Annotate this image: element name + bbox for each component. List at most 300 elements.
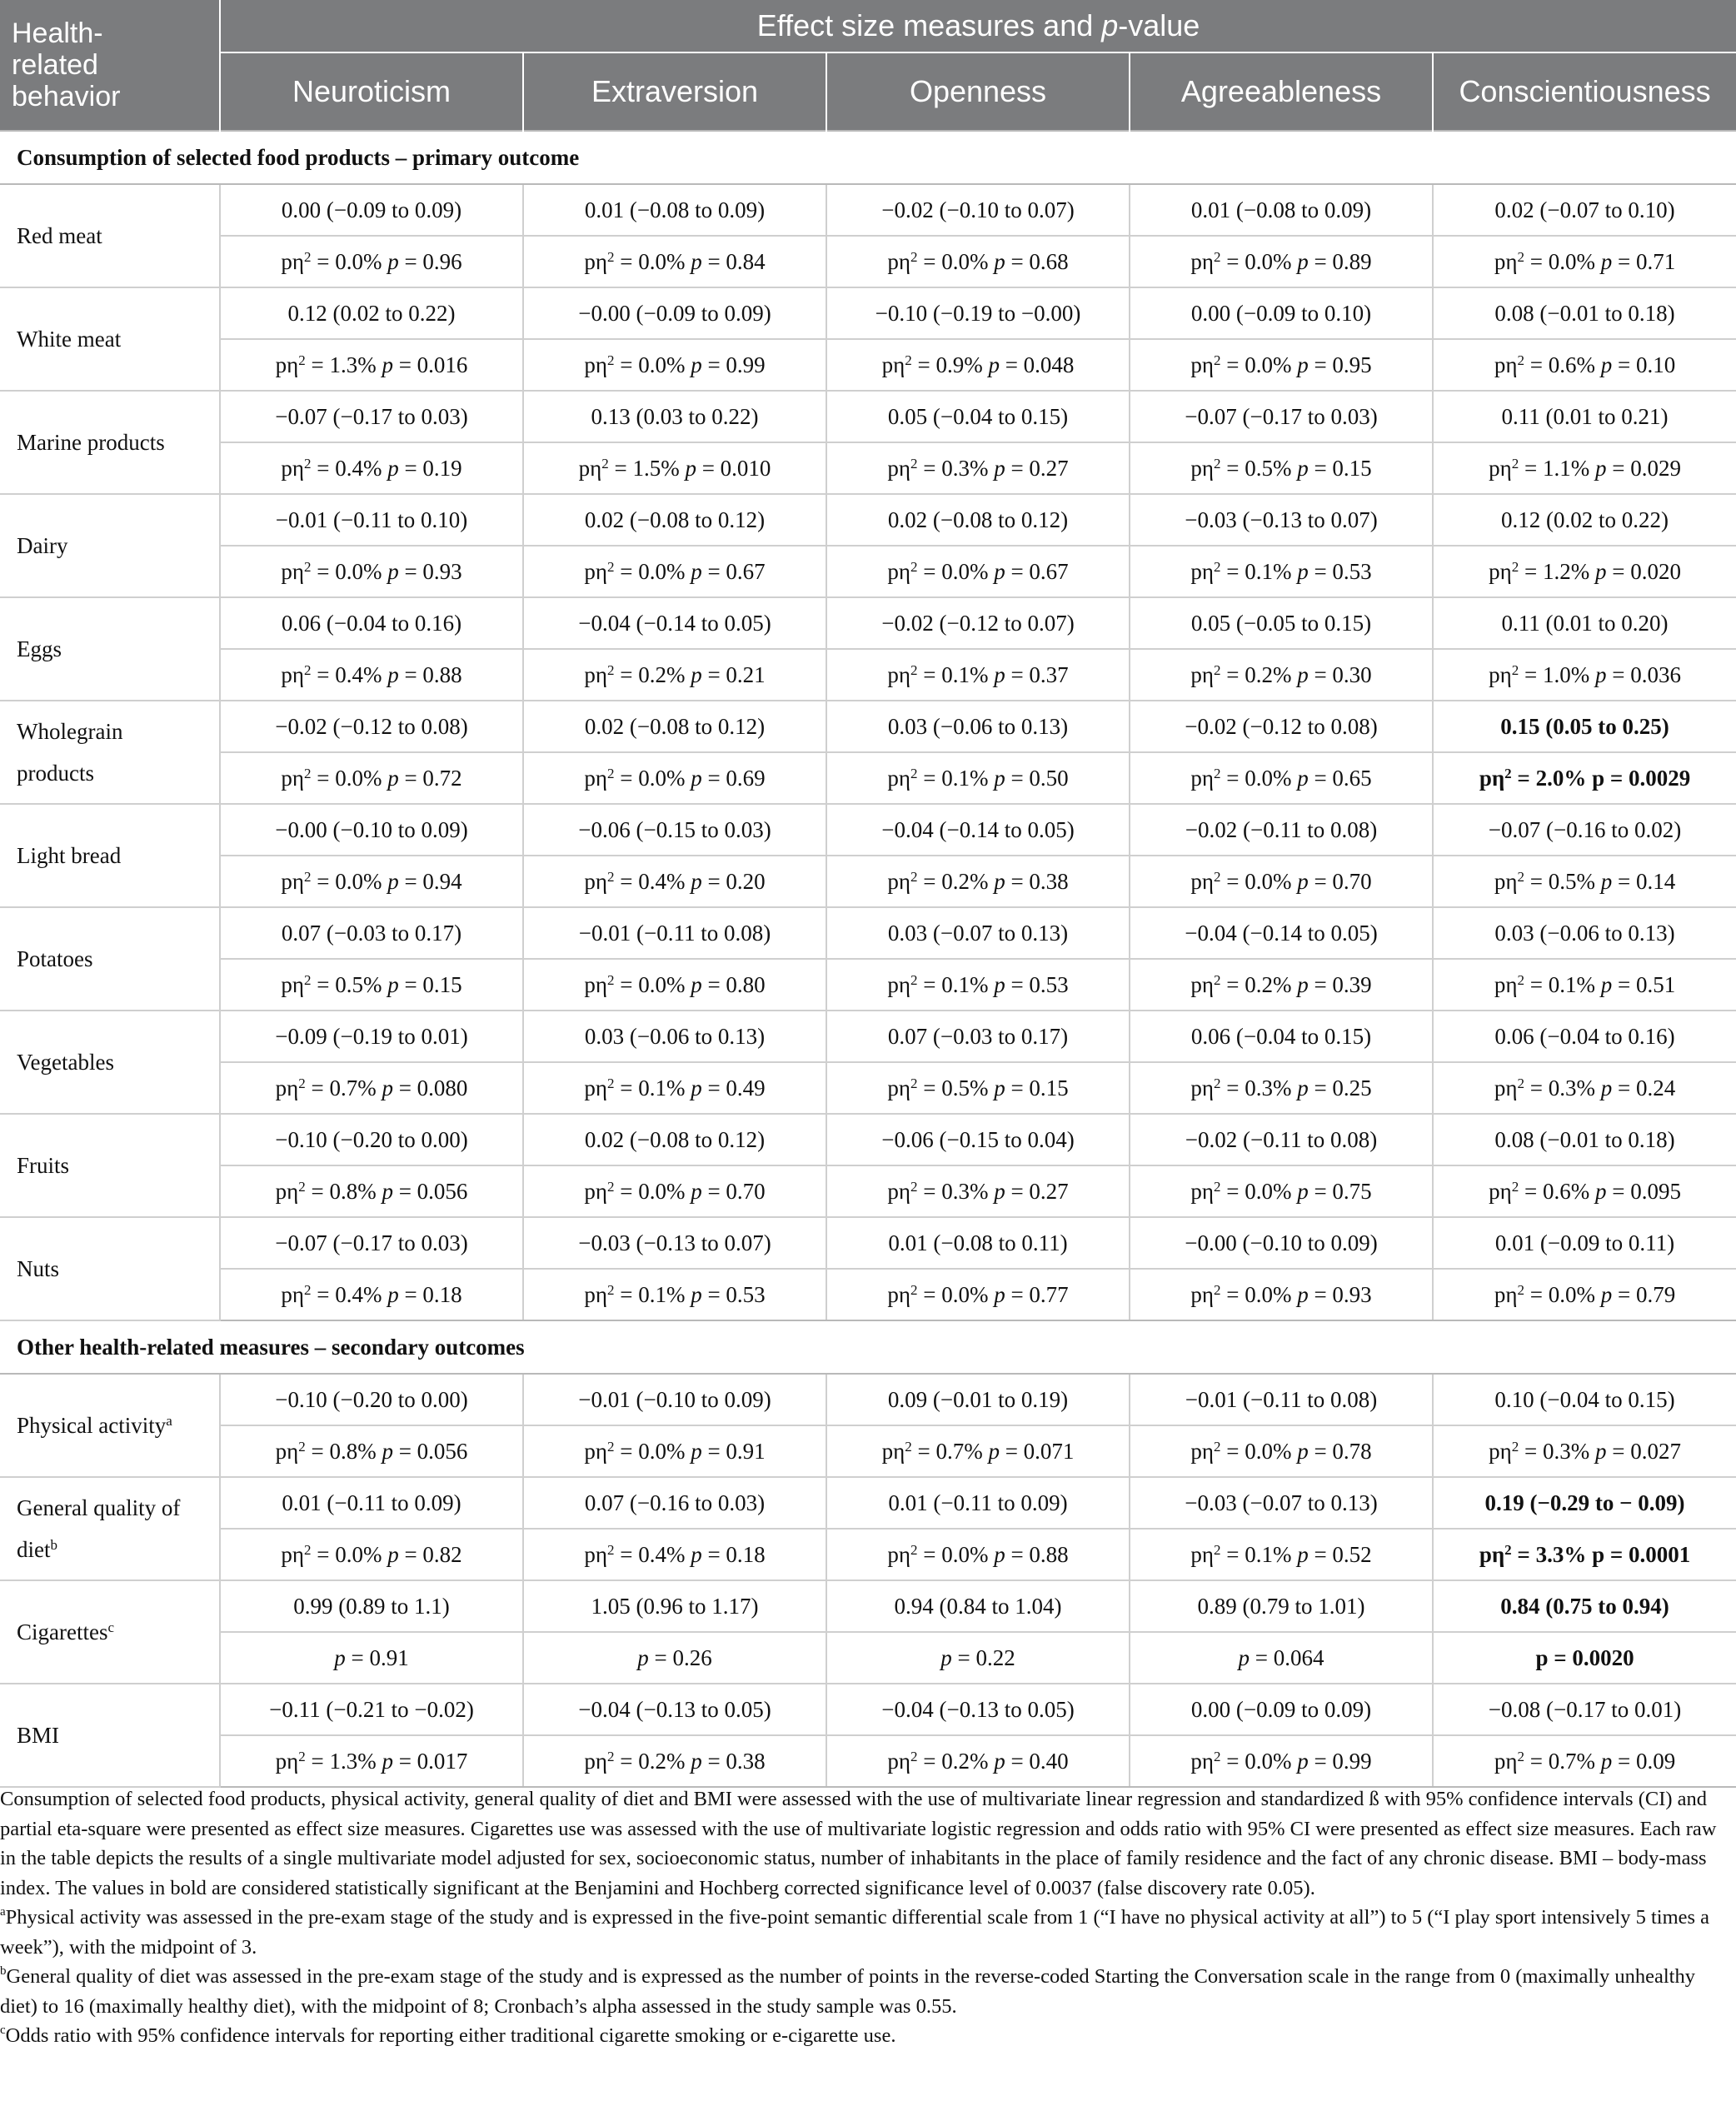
stats-cell: $p\eta^2 = 0.0\%$ p = 0.80 <box>523 959 826 1011</box>
table-row-estimate <box>0 1477 1736 1529</box>
stats-cell: $p\eta^2 = 0.0\%$ p = 0.67 <box>523 546 826 597</box>
p-value: 0.99 <box>1332 1748 1372 1774</box>
stats-cell: $p\eta^2 = 0.0\%$ p = 0.68 <box>826 236 1130 287</box>
behavior-label-text: Red meat <box>17 223 102 248</box>
p-value: 0.0029 <box>1628 765 1691 791</box>
p-value: 0.72 <box>422 765 462 791</box>
stats-cell: $p\eta^2 = 1.0\%$ p = 0.036 <box>1433 649 1736 701</box>
footnote-marker: a <box>166 1413 172 1429</box>
estimate-cell: 0.00 (−0.09 to 0.09) <box>220 184 523 236</box>
p-value: 0.77 <box>1029 1281 1069 1307</box>
stats-cell: $p\eta^2 = 0.0\%$ p = 0.82 <box>220 1529 523 1580</box>
eta-value: 0.0% <box>1245 1178 1292 1204</box>
stats-cell: $p\eta^2 = 1.5\%$ p = 0.010 <box>523 442 826 494</box>
behavior-label <box>0 1011 220 1114</box>
estimate-cell: 1.05 (0.96 to 1.17) <box>523 1580 826 1632</box>
p-value: 0.91 <box>726 1438 766 1464</box>
estimate-cell: 0.03 (−0.06 to 0.13) <box>523 1011 826 1062</box>
stats-cell: $p\eta^2 = 0.5\%$ p = 0.14 <box>1433 856 1736 907</box>
eta-value: 0.3% <box>1542 1438 1590 1464</box>
stats-cell: $p\eta^2 = 0.9\%$ p = 0.048 <box>826 339 1130 391</box>
p-value: 0.064 <box>1273 1644 1324 1670</box>
table-row-estimate <box>0 907 1736 959</box>
table-row-estimate <box>0 1011 1736 1062</box>
eta-value: 0.0% <box>638 971 686 997</box>
stats-cell: $p\eta^2 = 0.1\%$ p = 0.53 <box>826 959 1130 1011</box>
behavior-header-line: related <box>12 49 98 81</box>
stats-cell: $p\eta^2 = 0.2\%$ p = 0.21 <box>523 649 826 701</box>
eta-value: 0.4% <box>638 868 686 894</box>
p-value: 0.056 <box>417 1438 468 1464</box>
p-value: 0.71 <box>1635 248 1676 274</box>
behavior-label <box>0 1114 220 1217</box>
p-value: 0.94 <box>422 868 462 894</box>
estimate-cell: −0.06 (−0.15 to 0.04) <box>826 1114 1130 1165</box>
eta-value: 0.0% <box>638 248 686 274</box>
behavior-label <box>0 287 220 391</box>
table-row-stats <box>0 1735 1736 1787</box>
stats-cell: $p\eta^2 = 0.4\%$ p = 0.19 <box>220 442 523 494</box>
behavior-label-text: Eggs <box>17 636 62 661</box>
stats-cell: $p\eta^2 = 1.3\%$ p = 0.016 <box>220 339 523 391</box>
table-row-estimate <box>0 1374 1736 1425</box>
p-value: 0.21 <box>726 661 766 687</box>
behavior-label <box>0 1217 220 1320</box>
estimate-cell: 0.08 (−0.01 to 0.18) <box>1433 1114 1736 1165</box>
estimate-cell: 0.89 (0.79 to 1.01) <box>1130 1580 1433 1632</box>
stats-cell: $p\eta^2 = 0.1\%$ p = 0.50 <box>826 752 1130 804</box>
eta-value: 0.2% <box>638 661 686 687</box>
eta-value: 0.1% <box>941 661 989 687</box>
behavior-label <box>0 494 220 597</box>
p-value: 0.18 <box>422 1281 462 1307</box>
p-value: 0.38 <box>726 1748 766 1774</box>
estimate-cell: 0.01 (−0.08 to 0.09) <box>523 184 826 236</box>
stats-cell: $p\eta^2 = 0.6\%$ p = 0.095 <box>1433 1165 1736 1217</box>
eta-value: 0.4% <box>335 1281 382 1307</box>
eta-value: 0.0% <box>1548 248 1595 274</box>
table-row-stats <box>0 1165 1736 1217</box>
eta-value: 0.6% <box>1548 352 1595 377</box>
estimate-cell: 0.02 (−0.08 to 0.12) <box>523 701 826 752</box>
stats-cell: $p\eta^2 = 0.7\%$ p = 0.071 <box>826 1425 1130 1477</box>
stats-cell: p = 0.91 <box>220 1632 523 1684</box>
estimate-cell: 0.01 (−0.09 to 0.11) <box>1433 1217 1736 1269</box>
eta-value: 0.4% <box>335 455 382 481</box>
p-value: 0.95 <box>1332 352 1372 377</box>
stats-cell: $p\eta^2 = 0.0\%$ p = 0.91 <box>523 1425 826 1477</box>
eta-value: 0.0% <box>638 352 686 377</box>
p-value: 0.99 <box>726 352 766 377</box>
stats-cell: $p\eta^2 = 0.4\%$ p = 0.18 <box>523 1529 826 1580</box>
estimate-cell: 0.07 (−0.03 to 0.17) <box>826 1011 1130 1062</box>
p-value: 0.020 <box>1630 558 1681 584</box>
eta-value: 0.9% <box>935 352 983 377</box>
eta-value: 0.4% <box>638 1541 686 1567</box>
estimate-cell: −0.11 (−0.21 to −0.02) <box>220 1684 523 1735</box>
eta-value: 0.0% <box>1245 868 1292 894</box>
stats-cell: $p\eta^2 = 3.3\%$ p = 0.0001 <box>1433 1529 1736 1580</box>
behavior-label <box>0 1374 220 1477</box>
eta-value: 0.4% <box>335 661 382 687</box>
stats-cell: $p\eta^2 = 0.5\%$ p = 0.15 <box>1130 442 1433 494</box>
behavior-label <box>0 1580 220 1684</box>
stats-cell: $p\eta^2 = 0.2\%$ p = 0.38 <box>523 1735 826 1787</box>
footnote-a: $^a$Physical activity was assessed in the pre-exam stage of the study and is expressed in the five-point semantic differential scale from 1 (“I have no physical activity at all”) to 5 (“I play sport intensively 5 times a week”), with the midpoint of 3. <box>0 1905 1710 1959</box>
section-header-row <box>0 131 1736 184</box>
estimate-cell: −0.07 (−0.16 to 0.02) <box>1433 804 1736 856</box>
p-value: 0.048 <box>1023 352 1075 377</box>
behavior-label <box>0 1477 220 1580</box>
eta-value: 1.1% <box>1542 455 1590 481</box>
estimate-cell: −0.10 (−0.19 to −0.00) <box>826 287 1130 339</box>
eta-value: 0.3% <box>941 1178 989 1204</box>
stats-cell: $p\eta^2 = 0.0\%$ p = 0.94 <box>220 856 523 907</box>
stats-cell: $p\eta^2 = 0.1\%$ p = 0.51 <box>1433 959 1736 1011</box>
estimate-cell: −0.10 (−0.20 to 0.00) <box>220 1114 523 1165</box>
eta-value: 0.0% <box>1245 1748 1292 1774</box>
table-row-stats <box>0 1425 1736 1477</box>
p-value: 0.017 <box>417 1748 468 1774</box>
stats-cell: $p\eta^2 = 0.0\%$ p = 0.93 <box>220 546 523 597</box>
stats-cell: $p\eta^2 = 0.0\%$ p = 0.84 <box>523 236 826 287</box>
stats-cell: $p\eta^2 = 0.4\%$ p = 0.18 <box>220 1269 523 1320</box>
behavior-label-text: Physical activity <box>17 1413 167 1438</box>
eta-value: 0.1% <box>941 765 989 791</box>
eta-value: 0.3% <box>941 455 989 481</box>
eta-value: 0.2% <box>1245 661 1292 687</box>
stats-cell: $p\eta^2 = 0.0\%$ p = 0.72 <box>220 752 523 804</box>
eta-value: 1.3% <box>329 352 377 377</box>
eta-value: 0.0% <box>335 248 382 274</box>
eta-value: 0.0% <box>941 558 989 584</box>
estimate-cell: −0.07 (−0.17 to 0.03) <box>1130 391 1433 442</box>
p-value: 0.67 <box>1029 558 1069 584</box>
table-row-estimate <box>0 1684 1736 1735</box>
stats-cell: $p\eta^2 = 1.2\%$ p = 0.020 <box>1433 546 1736 597</box>
behavior-header-line: Health- <box>12 17 103 49</box>
estimate-cell: −0.07 (−0.17 to 0.03) <box>220 391 523 442</box>
stats-cell: p = 0.064 <box>1130 1632 1433 1684</box>
eta-value: 0.5% <box>335 971 382 997</box>
stats-cell: $p\eta^2 = 0.0\%$ p = 0.67 <box>826 546 1130 597</box>
estimate-cell: 0.11 (0.01 to 0.20) <box>1433 597 1736 649</box>
estimate-cell: 0.07 (−0.16 to 0.03) <box>523 1477 826 1529</box>
eta-value: 0.0% <box>335 765 382 791</box>
behavior-label-text: Cigarettes <box>17 1619 108 1644</box>
p-value: 0.50 <box>1029 765 1069 791</box>
behavior-label-text: Marine products <box>17 430 165 455</box>
estimate-cell: 0.00 (−0.09 to 0.10) <box>1130 287 1433 339</box>
p-value: 0.52 <box>1332 1541 1372 1567</box>
p-value: 0.79 <box>1635 1281 1676 1307</box>
behavior-label <box>0 907 220 1011</box>
p-value: 0.82 <box>422 1541 462 1567</box>
estimate-cell: −0.00 (−0.09 to 0.09) <box>523 287 826 339</box>
behavior-label-text: diet <box>17 1537 51 1562</box>
stats-cell: $p\eta^2 = 0.3\%$ p = 0.027 <box>1433 1425 1736 1477</box>
p-value: 0.15 <box>422 971 462 997</box>
estimate-cell: 0.13 (0.03 to 0.22) <box>523 391 826 442</box>
stats-cell: $p\eta^2 = 1.1\%$ p = 0.029 <box>1433 442 1736 494</box>
behavior-label-text: products <box>17 761 94 786</box>
stats-cell: $p\eta^2 = 0.0\%$ p = 0.89 <box>1130 236 1433 287</box>
stats-cell: p = 0.26 <box>523 1632 826 1684</box>
behavior-label <box>0 701 220 804</box>
p-value: 0.93 <box>422 558 462 584</box>
eta-value: 0.8% <box>329 1438 377 1464</box>
table-row-stats <box>0 1269 1736 1320</box>
estimate-cell: −0.04 (−0.14 to 0.05) <box>826 804 1130 856</box>
behavior-label-text: Fruits <box>17 1153 70 1178</box>
stats-cell: $p\eta^2 = 2.0\%$ p = 0.0029 <box>1433 752 1736 804</box>
p-value: 0.78 <box>1332 1438 1372 1464</box>
estimate-cell: 0.01 (−0.11 to 0.09) <box>826 1477 1130 1529</box>
eta-value: 0.2% <box>941 868 989 894</box>
table-row-estimate <box>0 184 1736 236</box>
eta-value: 0.0% <box>1245 765 1292 791</box>
stats-cell: $p\eta^2 = 0.7\%$ p = 0.080 <box>220 1062 523 1114</box>
section-title: Other health-related measures – secondary outcomes <box>0 1320 1736 1374</box>
eta-value: 0.0% <box>638 558 686 584</box>
p-value: 0.37 <box>1029 661 1069 687</box>
p-value: 0.89 <box>1332 248 1372 274</box>
table-row-stats <box>0 752 1736 804</box>
estimate-cell: −0.01 (−0.11 to 0.08) <box>1130 1374 1433 1425</box>
stats-cell: $p\eta^2 = 0.1\%$ p = 0.53 <box>523 1269 826 1320</box>
header-row-traits <box>0 52 1736 131</box>
p-value: 0.39 <box>1332 971 1372 997</box>
behavior-label-text: BMI <box>17 1723 60 1748</box>
stats-cell: $p\eta^2 = 0.0\%$ p = 0.75 <box>1130 1165 1433 1217</box>
p-value: 0.51 <box>1635 971 1676 997</box>
p-value: 0.53 <box>726 1281 766 1307</box>
table-row-estimate <box>0 597 1736 649</box>
stats-cell: $p\eta^2 = 0.0\%$ p = 0.79 <box>1433 1269 1736 1320</box>
eta-value: 1.3% <box>329 1748 377 1774</box>
table-row-stats <box>0 649 1736 701</box>
p-value: 0.036 <box>1630 661 1681 687</box>
footnote-c: $^c$Odds ratio with 95% confidence intervals for reporting either traditional cigarette smoking or e-cigarette use. <box>0 2024 896 2047</box>
eta-value: 0.1% <box>638 1075 686 1100</box>
eta-value: 0.0% <box>638 1178 686 1204</box>
estimate-cell: 0.99 (0.89 to 1.1) <box>220 1580 523 1632</box>
estimate-cell: −0.02 (−0.12 to 0.08) <box>1130 701 1433 752</box>
p-value: 0.38 <box>1029 868 1069 894</box>
p-value: 0.09 <box>1635 1748 1676 1774</box>
eta-value: 0.1% <box>1548 971 1595 997</box>
p-value: 0.0001 <box>1628 1541 1691 1567</box>
eta-value: 0.6% <box>1542 1178 1590 1204</box>
p-value: 0.53 <box>1332 558 1372 584</box>
estimate-cell: 0.06 (−0.04 to 0.16) <box>1433 1011 1736 1062</box>
stats-cell: $p\eta^2 = 0.3\%$ p = 0.25 <box>1130 1062 1433 1114</box>
p-value: 0.84 <box>726 248 766 274</box>
p-value: 0.25 <box>1332 1075 1372 1100</box>
stats-cell: $p\eta^2 = 0.0\%$ p = 0.69 <box>523 752 826 804</box>
behavior-column-header <box>0 0 220 131</box>
stats-cell: $p\eta^2 = 0.8\%$ p = 0.056 <box>220 1425 523 1477</box>
p-value: 0.49 <box>726 1075 766 1100</box>
estimate-cell: 0.06 (−0.04 to 0.15) <box>1130 1011 1433 1062</box>
table-row-estimate <box>0 287 1736 339</box>
table-row-estimate <box>0 494 1736 546</box>
p-value: 0.88 <box>1029 1541 1069 1567</box>
stats-cell: $p\eta^2 = 0.1\%$ p = 0.37 <box>826 649 1130 701</box>
table-row-estimate <box>0 1114 1736 1165</box>
p-value: 0.095 <box>1630 1178 1681 1204</box>
eta-value: 0.0% <box>941 1281 989 1307</box>
eta-value: 0.1% <box>1245 1541 1292 1567</box>
eta-value: 0.1% <box>638 1281 686 1307</box>
stats-cell: $p\eta^2 = 0.2\%$ p = 0.40 <box>826 1735 1130 1787</box>
table-row-estimate <box>0 804 1736 856</box>
estimate-cell: 0.15 (0.05 to 0.25) <box>1433 701 1736 752</box>
estimate-cell: 0.05 (−0.05 to 0.15) <box>1130 597 1433 649</box>
eta-value: 0.0% <box>1245 248 1292 274</box>
p-value: 0.15 <box>1332 455 1372 481</box>
behavior-label <box>0 1684 220 1787</box>
p-value: 0.40 <box>1029 1748 1069 1774</box>
estimate-cell: −0.00 (−0.10 to 0.09) <box>1130 1217 1433 1269</box>
stats-cell: $p\eta^2 = 0.4\%$ p = 0.88 <box>220 649 523 701</box>
behavior-label-text: Dairy <box>17 533 68 558</box>
eta-value: 3.3% <box>1535 1541 1587 1567</box>
behavior-label <box>0 804 220 907</box>
estimate-cell: 0.02 (−0.08 to 0.12) <box>826 494 1130 546</box>
stats-cell: $p\eta^2 = 0.0\%$ p = 0.99 <box>1130 1735 1433 1787</box>
footnote-marker: b <box>50 1537 57 1553</box>
p-value: 0.30 <box>1332 661 1372 687</box>
eta-value: 0.2% <box>1245 971 1292 997</box>
estimate-cell: 0.00 (−0.09 to 0.09) <box>1130 1684 1433 1735</box>
stats-cell: $p\eta^2 = 0.0\%$ p = 0.71 <box>1433 236 1736 287</box>
estimate-cell: −0.08 (−0.17 to 0.01) <box>1433 1684 1736 1735</box>
p-value: 0.93 <box>1332 1281 1372 1307</box>
estimate-cell: 0.01 (−0.11 to 0.09) <box>220 1477 523 1529</box>
eta-value: 2.0% <box>1535 765 1587 791</box>
p-value: 0.70 <box>726 1178 766 1204</box>
estimate-cell: −0.02 (−0.10 to 0.07) <box>826 184 1130 236</box>
eta-value: 0.7% <box>935 1438 983 1464</box>
stats-cell: $p\eta^2 = 0.5\%$ p = 0.15 <box>826 1062 1130 1114</box>
section-header-row <box>0 1320 1736 1374</box>
estimate-cell: 0.02 (−0.07 to 0.10) <box>1433 184 1736 236</box>
behavior-label-text: Wholegrain <box>17 719 123 744</box>
eta-value: 0.0% <box>941 248 989 274</box>
estimate-cell: 0.12 (0.02 to 0.22) <box>1433 494 1736 546</box>
table-row-stats <box>0 442 1736 494</box>
p-value: 0.056 <box>417 1178 468 1204</box>
table-row-estimate <box>0 1217 1736 1269</box>
effect-size-span-header: Effect size measures and p-value <box>220 0 1736 52</box>
estimate-cell: 0.19 (−0.29 to − 0.09) <box>1433 1477 1736 1529</box>
p-value: 0.029 <box>1630 455 1681 481</box>
stats-cell: p = 0.0020 <box>1433 1632 1736 1684</box>
header-row-top <box>0 0 1736 52</box>
estimate-cell: −0.07 (−0.17 to 0.03) <box>220 1217 523 1269</box>
p-value: 0.071 <box>1023 1438 1075 1464</box>
eta-value: 0.0% <box>1548 1281 1595 1307</box>
table-body <box>0 131 1736 1787</box>
eta-value: 0.1% <box>941 971 989 997</box>
footnote-b: $^b$General quality of diet was assessed in the pre-exam stage of the study and is expressed as the number of points in the reverse-coded Starting the Conversation scale in the range from 0 (maximally unhealthy diet) to 16 (maximally healthy diet), with the midpoint of 8; Cronbach’s alpha assessed in the study sample was 0.55. <box>0 1964 1695 2018</box>
p-value: 0.22 <box>975 1644 1015 1670</box>
eta-value: 0.0% <box>638 765 686 791</box>
behavior-label-text: White meat <box>17 327 122 352</box>
col-header-extraversion: Extraversion <box>523 52 826 131</box>
stats-cell: $p\eta^2 = 1.3\%$ p = 0.017 <box>220 1735 523 1787</box>
p-value: 0.14 <box>1635 868 1676 894</box>
behavior-label <box>0 391 220 494</box>
estimate-cell: 0.84 (0.75 to 0.94) <box>1433 1580 1736 1632</box>
estimate-cell: −0.01 (−0.11 to 0.10) <box>220 494 523 546</box>
p-value: 0.19 <box>422 455 462 481</box>
stats-cell: $p\eta^2 = 0.6\%$ p = 0.10 <box>1433 339 1736 391</box>
eta-value: 0.7% <box>1548 1748 1595 1774</box>
table-row-stats <box>0 546 1736 597</box>
eta-value: 0.3% <box>1245 1075 1292 1100</box>
p-value: 0.68 <box>1029 248 1069 274</box>
stats-cell: $p\eta^2 = 0.1\%$ p = 0.52 <box>1130 1529 1433 1580</box>
stats-cell: $p\eta^2 = 0.1\%$ p = 0.53 <box>1130 546 1433 597</box>
table-notes <box>0 1784 1724 2051</box>
estimate-cell: −0.04 (−0.13 to 0.05) <box>523 1684 826 1735</box>
stats-cell: p = 0.22 <box>826 1632 1130 1684</box>
p-value: 0.75 <box>1332 1178 1372 1204</box>
estimate-cell: −0.03 (−0.13 to 0.07) <box>1130 494 1433 546</box>
p-value: 0.010 <box>720 455 771 481</box>
eta-value: 0.2% <box>638 1748 686 1774</box>
eta-value: 1.2% <box>1542 558 1590 584</box>
stats-cell: $p\eta^2 = 0.3\%$ p = 0.27 <box>826 1165 1130 1217</box>
table-row-stats <box>0 1529 1736 1580</box>
table-row-stats <box>0 339 1736 391</box>
behavior-label <box>0 597 220 701</box>
estimate-cell: 0.05 (−0.04 to 0.15) <box>826 391 1130 442</box>
estimate-cell: −0.10 (−0.20 to 0.00) <box>220 1374 523 1425</box>
col-header-openness: Openness <box>826 52 1130 131</box>
stats-cell: $p\eta^2 = 0.0\%$ p = 0.70 <box>523 1165 826 1217</box>
p-value: 0.26 <box>672 1644 712 1670</box>
p-value: 0.27 <box>1029 455 1069 481</box>
estimate-cell: −0.01 (−0.10 to 0.09) <box>523 1374 826 1425</box>
stats-cell: $p\eta^2 = 0.2\%$ p = 0.30 <box>1130 649 1433 701</box>
estimate-cell: −0.04 (−0.13 to 0.05) <box>826 1684 1130 1735</box>
stats-cell: $p\eta^2 = 0.2\%$ p = 0.39 <box>1130 959 1433 1011</box>
eta-value: 0.2% <box>941 1748 989 1774</box>
estimate-cell: 0.10 (−0.04 to 0.15) <box>1433 1374 1736 1425</box>
p-value: 0.65 <box>1332 765 1372 791</box>
stats-cell: $p\eta^2 = 0.0\%$ p = 0.77 <box>826 1269 1130 1320</box>
stats-cell: $p\eta^2 = 0.8\%$ p = 0.056 <box>220 1165 523 1217</box>
estimate-cell: −0.02 (−0.12 to 0.07) <box>826 597 1130 649</box>
col-header-neuroticism: Neuroticism <box>220 52 523 131</box>
eta-value: 0.5% <box>941 1075 989 1100</box>
p-value: 0.53 <box>1029 971 1069 997</box>
eta-value: 0.0% <box>638 1438 686 1464</box>
table-row-estimate <box>0 391 1736 442</box>
estimate-cell: 0.08 (−0.01 to 0.18) <box>1433 287 1736 339</box>
eta-value: 0.8% <box>329 1178 377 1204</box>
col-header-conscientiousness: Conscientiousness <box>1459 74 1711 108</box>
stats-cell: $p\eta^2 = 0.0\%$ p = 0.99 <box>523 339 826 391</box>
estimate-cell: −0.03 (−0.13 to 0.07) <box>523 1217 826 1269</box>
stats-cell: $p\eta^2 = 0.2\%$ p = 0.38 <box>826 856 1130 907</box>
stats-cell: $p\eta^2 = 0.7\%$ p = 0.09 <box>1433 1735 1736 1787</box>
p-value: 0.70 <box>1332 868 1372 894</box>
eta-value: 0.0% <box>941 1541 989 1567</box>
